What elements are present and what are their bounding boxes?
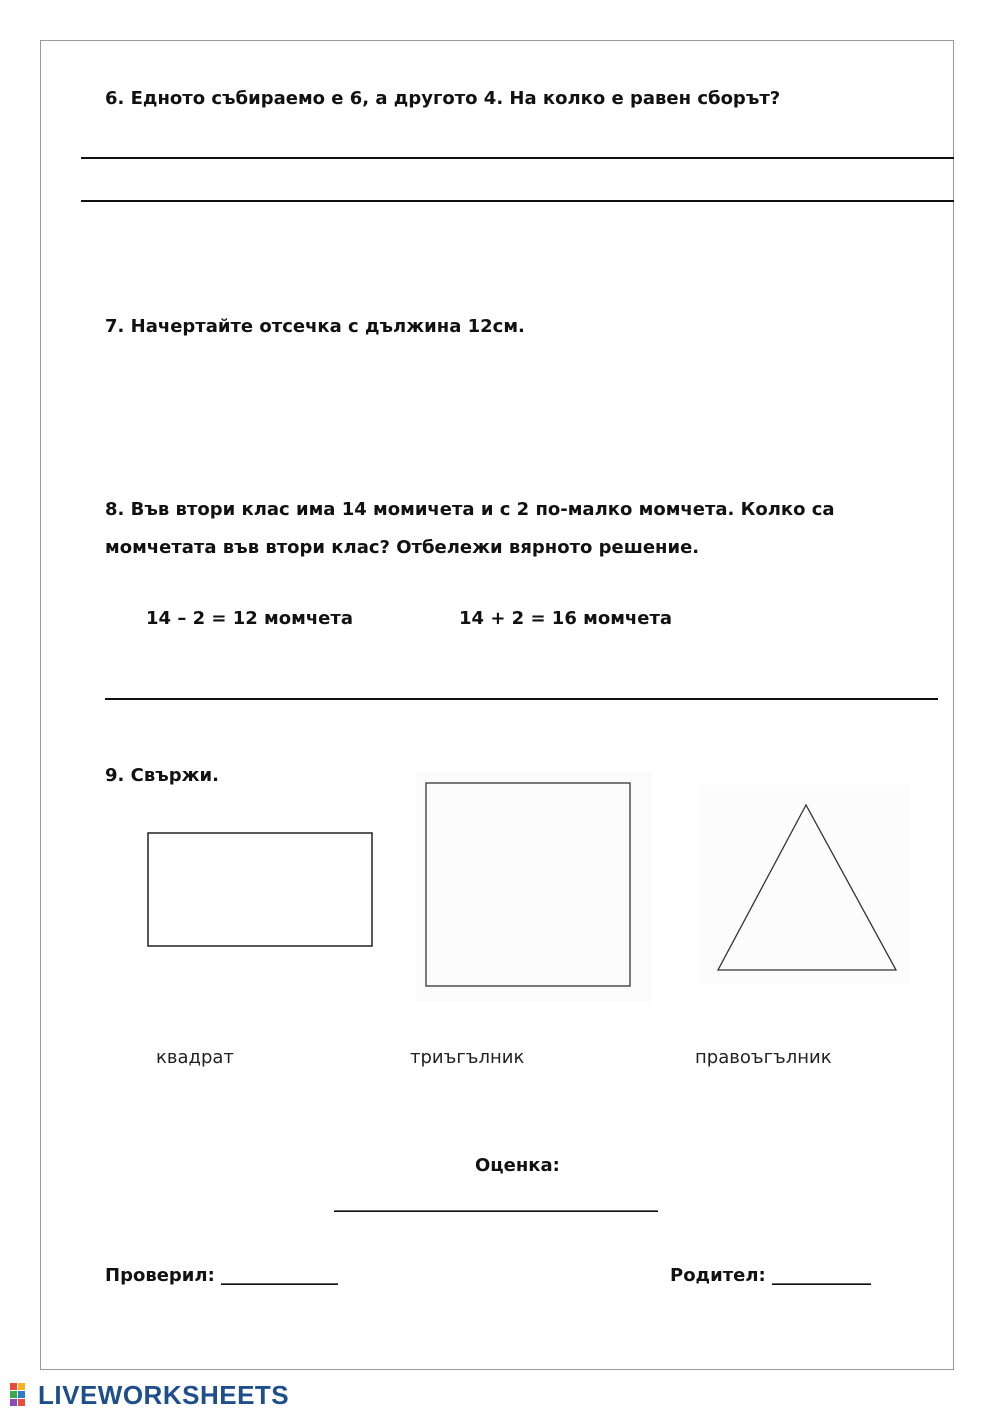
grade-line[interactable]: ____________________________________ xyxy=(334,1192,658,1213)
parent-field[interactable]: Родител: ___________ xyxy=(670,1265,871,1286)
question-8-line-2: момчетата във втори клас? Отбележи вярното решение. xyxy=(105,537,700,558)
logo-icon xyxy=(10,1383,34,1407)
option-b[interactable]: 14 + 2 = 16 момчета xyxy=(459,608,673,629)
question-8-line-1: 8. Във втори клас има 14 момичета и с 2 по-малко момчета. Колко са xyxy=(105,499,835,520)
label-triangle[interactable]: триъгълник xyxy=(410,1047,525,1068)
question-6-text: 6. Едното събираемо е 6, а другото 4. На колко е равен сборът? xyxy=(105,88,781,109)
liveworksheets-logo[interactable] xyxy=(10,1380,289,1410)
triangle-background xyxy=(700,785,910,985)
grade-label: Оценка: xyxy=(475,1155,560,1176)
label-rectangle[interactable]: правоъгълник xyxy=(695,1047,832,1068)
question-9-text: 9. Свържи. xyxy=(105,765,220,786)
question-7-text: 7. Начертайте отсечка с дължина 12см. xyxy=(105,316,525,337)
option-a[interactable]: 14 – 2 = 12 момчета xyxy=(146,608,353,629)
rectangle-shape[interactable] xyxy=(148,833,372,946)
checked-by-field[interactable]: Проверил: _____________ xyxy=(105,1265,339,1286)
label-square[interactable]: квадрат xyxy=(156,1047,234,1068)
square-background xyxy=(416,772,652,1002)
logo-text: LIVEWORKSHEETS xyxy=(38,1379,290,1410)
